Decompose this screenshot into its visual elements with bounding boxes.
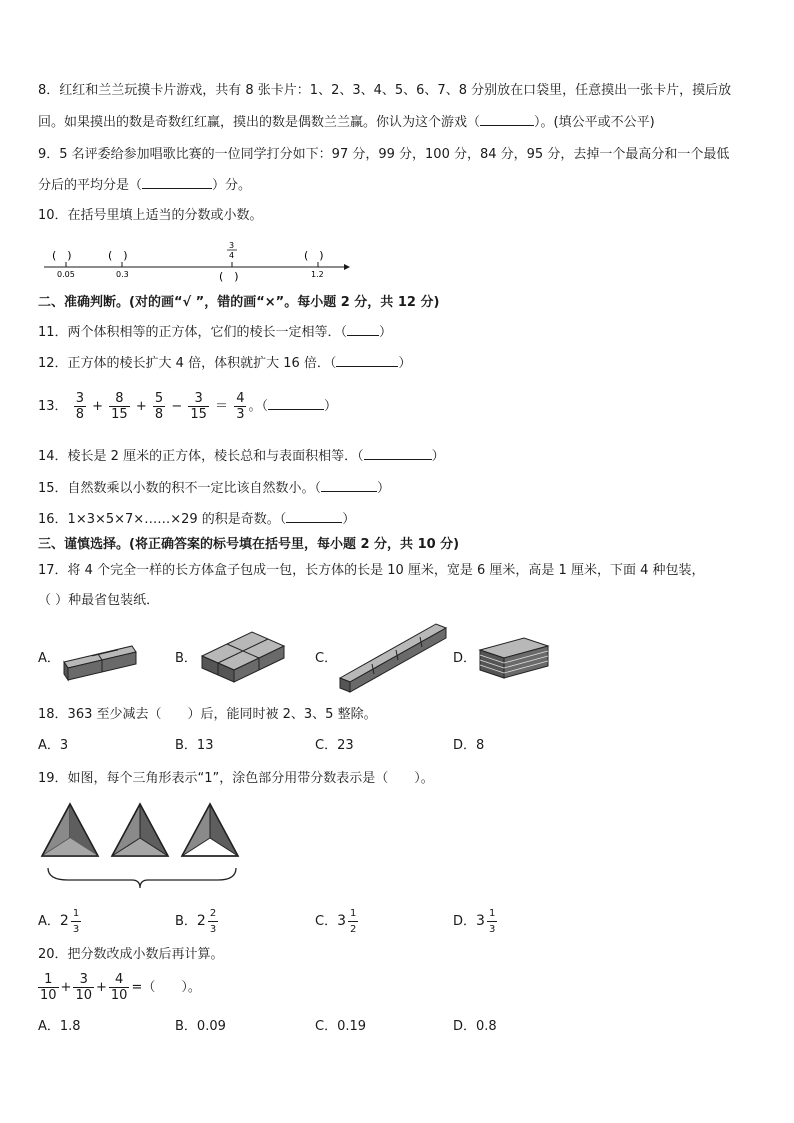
- number-line: [38, 238, 358, 284]
- q9-line2: [38, 176, 251, 195]
- q17-option-b-box-image: [200, 628, 286, 684]
- q13-op-3: −: [171, 399, 183, 414]
- q15: [38, 479, 390, 498]
- tick-label-0.3: 0.3: [116, 270, 129, 279]
- q9-answer-blank[interactable]: [142, 176, 212, 189]
- q13-frac-1: $\frac{3}{8}$: [75, 391, 84, 422]
- q17-option-c-box-image: [338, 620, 450, 694]
- q13-equals: ＝: [215, 399, 229, 414]
- section3-heading: 三、谨慎选择。(将正确答案的标号填在括号里，每小题 2 分，共 10 分): [38, 537, 460, 552]
- q13-op-1: +: [92, 399, 104, 414]
- blank-bracket-2: ( ): [108, 249, 128, 262]
- q10-text: 10．在括号里填上适当的分数或小数。: [38, 208, 263, 223]
- q19-option-c[interactable]: C．3 $\frac{1}{2}$: [315, 908, 357, 935]
- q13-op-2: +: [135, 399, 147, 414]
- q19-text: 19．如图，每个三角形表示“1”，涂色部分用带分数表示是（ ）。: [38, 771, 434, 786]
- q20-frac-1: $\frac{1}{10}$: [40, 972, 57, 1003]
- q11-answer-blank[interactable]: [347, 323, 379, 336]
- q17-option-d-box-image: [476, 636, 554, 682]
- q20-op-1: +: [60, 980, 72, 995]
- q13-prefix: 13．: [38, 399, 68, 414]
- q19-triangles-figure: [38, 800, 248, 892]
- blank-bracket-4: ( ): [304, 249, 324, 262]
- q19-option-a[interactable]: A．2 $\frac{1}{3}$: [38, 908, 80, 935]
- tick-label-frac-num: 3: [229, 241, 235, 250]
- q13: [38, 389, 337, 425]
- q17-option-a-label[interactable]: A．: [38, 651, 60, 666]
- q19-option-d[interactable]: D．3 $\frac{1}{3}$: [453, 908, 496, 935]
- q13-suffix-b: ）: [324, 399, 338, 414]
- q8-line1: 8．红红和兰兰玩摸卡片游戏，共有 8 张卡片：1、2、3、4、5、6、7、8 分别放在口袋里，任意摸出一张卡片，摸后放: [38, 83, 732, 98]
- q8-text-b: ）。(填公平或不公平): [534, 115, 655, 130]
- q11-text-b: ）: [379, 325, 393, 340]
- q18-option-d[interactable]: D．8: [453, 738, 485, 753]
- q13-frac-2: $\frac{8}{15}$: [111, 391, 128, 422]
- q13-suffix-a: 。（: [248, 399, 268, 414]
- q19-option-b[interactable]: B．2 $\frac{2}{3}$: [175, 908, 217, 935]
- q20-option-d[interactable]: D．0.8: [453, 1019, 497, 1034]
- q8-answer-blank[interactable]: [480, 113, 534, 126]
- tick-label-1.2: 1.2: [311, 270, 324, 279]
- q11-text-a: 11．两个体积相等的正方体，它们的棱长一定相等．（: [38, 325, 348, 340]
- q20-option-b[interactable]: B．0.09: [175, 1019, 226, 1034]
- q20-expression: [38, 970, 201, 1006]
- section2-heading: 二、准确判断。(对的画“√ ”，错的画“×”。每小题 2 分，共 12 分): [38, 295, 440, 310]
- q8-text-a: 回。如果摸出的数是奇数红红赢，摸出的数是偶数兰兰赢。你认为这个游戏（: [38, 115, 481, 130]
- q17-option-c-label[interactable]: C．: [315, 651, 338, 666]
- q9-text-b: ）分。: [212, 178, 252, 193]
- q13-frac-3: $\frac{5}{8}$: [154, 391, 164, 422]
- q18-option-a[interactable]: A．3: [38, 738, 69, 753]
- q11: [38, 323, 392, 342]
- q13-answer-blank[interactable]: [268, 397, 324, 410]
- q14: [38, 447, 445, 466]
- q8-line2: [38, 113, 655, 132]
- q20-op-2: +: [96, 980, 107, 995]
- number-line-arrow: [344, 264, 350, 270]
- q20-option-c[interactable]: C．0.19: [315, 1019, 367, 1034]
- q16-text-b: ）: [342, 512, 356, 527]
- q15-answer-blank[interactable]: [321, 479, 377, 492]
- q9-text-a: 分后的平均分是（: [38, 178, 143, 193]
- q17-option-a-box-image: [62, 636, 138, 684]
- q9-line1: 9．5 名评委给参加唱歌比赛的一位同学打分如下：97 分，99 分，100 分，84 分，95 分，去掉一个最高分和一个最低: [38, 147, 730, 162]
- q17-option-d-label[interactable]: D．: [453, 651, 477, 666]
- q13-frac-4: $\frac{3}{15}$: [190, 391, 207, 422]
- blank-bracket-3: ( ): [219, 270, 239, 283]
- q17-line1: 17．将 4 个完全一样的长方体盒子包成一包，长方体的长是 10 厘米，宽是 6 厘米，高是 1 厘米，下面 4 种包装，: [38, 563, 705, 578]
- q20-text: 20．把分数改成小数后再计算。: [38, 947, 224, 962]
- q16-answer-blank[interactable]: [286, 510, 342, 523]
- q20-equals: =（ ）。: [131, 980, 201, 995]
- q16-text-a: 16．1×3×5×7×……×29 的积是奇数。（: [38, 512, 287, 527]
- tick-label-0.05: 0.05: [57, 270, 75, 279]
- blank-bracket-1: ( ): [52, 249, 72, 262]
- q18-text: 18．363 至少减去（ ）后，能同时被 2、3、5 整除。: [38, 707, 377, 722]
- q15-text-b: ）: [377, 481, 391, 496]
- triangle-2: [112, 804, 168, 856]
- q14-answer-blank[interactable]: [364, 447, 432, 460]
- q20-frac-2: $\frac{3}{10}$: [75, 972, 92, 1003]
- q14-text-b: ）: [431, 449, 445, 464]
- q13-frac-5: $\frac{4}{3}$: [236, 391, 245, 422]
- q14-text-a: 14．棱长是 2 厘米的正方体，棱长总和与表面积相等．（: [38, 449, 364, 464]
- q18-option-c[interactable]: C．23: [315, 738, 354, 753]
- q17-line2: （ ）种最省包装纸．: [38, 593, 160, 608]
- q12: [38, 354, 411, 373]
- q20-option-a[interactable]: A．1.8: [38, 1019, 81, 1034]
- q12-text-b: ）: [398, 356, 412, 371]
- q12-answer-blank[interactable]: [336, 354, 398, 367]
- brace-icon: [48, 868, 236, 888]
- q15-text-a: 15．自然数乘以小数的积不一定比该自然数小。（: [38, 481, 322, 496]
- q18-option-b[interactable]: B．13: [175, 738, 214, 753]
- tick-label-frac-den: 4: [229, 251, 235, 260]
- q17-option-b-label[interactable]: B．: [175, 651, 197, 666]
- q20-frac-3: $\frac{4}{10}$: [110, 972, 128, 1003]
- triangle-3: [182, 804, 238, 856]
- q12-text-a: 12．正方体的棱长扩大 4 倍，体积就扩大 16 倍．（: [38, 356, 337, 371]
- triangle-1: [42, 804, 98, 856]
- q16: [38, 510, 355, 529]
